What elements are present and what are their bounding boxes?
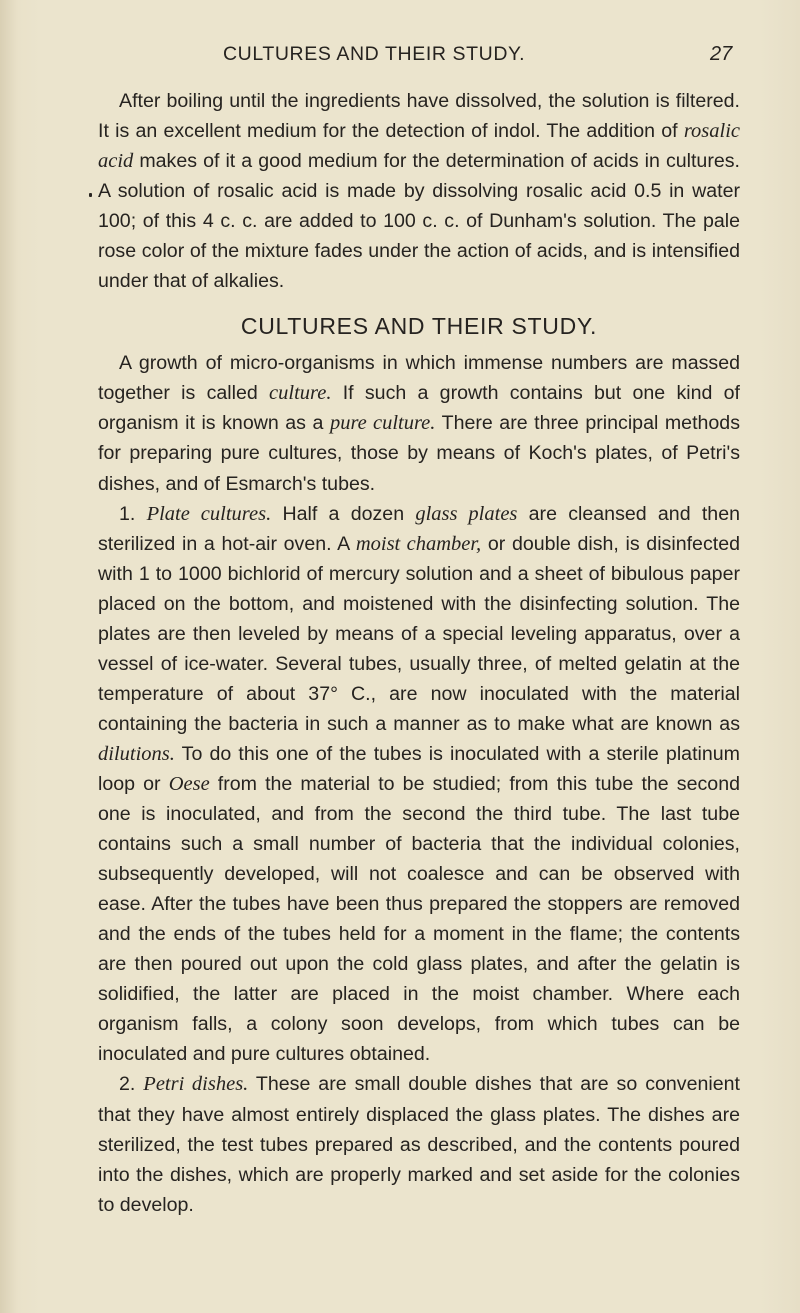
paragraph-rosalic-acid — [98, 86, 740, 296]
section-heading: CULTURES AND THEIR STUDY. — [240, 313, 598, 340]
italic-term: Plate cultures. — [146, 502, 272, 525]
text-run: A growth of micro-organisms in which immense numbers are massed together is called — [98, 352, 740, 405]
running-title: CULTURES AND THEIR STUDY. — [223, 43, 526, 65]
text-run: from the material to be studied; from this tube the second one is inoculated, and from the second the third tube. The last tube contains such a small number of bacteria that the individual colonies, subsequently developed, will not coalesce and can be observed with ease. After the tubes have been thus prepared the stoppers are removed and the ends of the tubes held for a moment in the flame; the contents are then poured out upon the cold glass plates, and after the gelatin is solidified, the latter are placed in the moist chamber. Where each organism falls, a colony soon develops, from which tubes can be inoculated and pure cultures obtained. — [98, 772, 740, 1066]
italic-term: rosalic acid — [98, 120, 740, 173]
text-run: or double dish, is disinfected with 1 to 1000 bichlorid of mercury solution and a sheet of bibulous paper placed on the bottom, and moistened with the disinfecting solution. The plates are then leveled by means of a special leveling apparatus, over a vessel of ice-water. Several tubes, usually three, of melted gelatin at the temperature of about 37° C., are now inoculated with the material containing the bacteria in such a manner as to make what are known as — [98, 532, 740, 735]
page-number: 27 — [710, 43, 733, 65]
italic-term: Petri dishes. — [143, 1073, 249, 1096]
page-header — [0, 43, 800, 73]
paragraph-petri-dishes — [98, 1069, 740, 1219]
paragraph-plate-cultures — [98, 499, 740, 1070]
italic-term: Oese — [168, 772, 210, 795]
ink-speck — [89, 193, 92, 197]
text-run: makes of it a good medium for the determination of acids in cultures. A solution of rosalic acid is made by dissolving rosalic acid 0.5 in water 100; of this 4 c. c. are added to 100 c. c. of Dunham's solution. The pale rose color of the mixture fades under the action of acids, and is intensified under that of alkalies. — [98, 150, 740, 293]
italic-term: culture. — [269, 382, 332, 405]
text-run: If such a growth contains but one kind of organism it is known as a — [98, 382, 740, 435]
text-run: are cleansed and then sterilized in a hot-air oven. A — [98, 502, 740, 555]
paragraph-culture-definition — [98, 348, 740, 498]
text-run: 2. — [119, 1073, 144, 1096]
italic-term: glass plates — [415, 502, 518, 525]
text-run: Half a dozen — [271, 502, 416, 525]
body-text — [98, 86, 740, 1220]
text-run: These are small double dishes that are so convenient that they have almost entirely displaced the glass plates. The dishes are sterilized, the test tubes prepared as described, and the contents poured into the dishes, which are properly marked and set aside for the colonies to develop. — [98, 1073, 740, 1216]
text-run: To do this one of the tubes is inoculated with a sterile platinum loop or — [98, 742, 740, 795]
text-run: There are three principal methods for preparing pure cultures, those by means of Koch's plates, of Petri's dishes, and of Esmarch's tubes. — [98, 412, 741, 495]
italic-term: moist chamber, — [355, 532, 482, 555]
italic-term: pure culture. — [329, 412, 436, 435]
text-run: 1. — [119, 502, 147, 525]
text-run: After boiling until the ingredients have dissolved, the solution is filtered. It is an excellent medium for the detection of indol. The addition of — [98, 90, 740, 143]
italic-term: dilutions. — [98, 742, 175, 765]
